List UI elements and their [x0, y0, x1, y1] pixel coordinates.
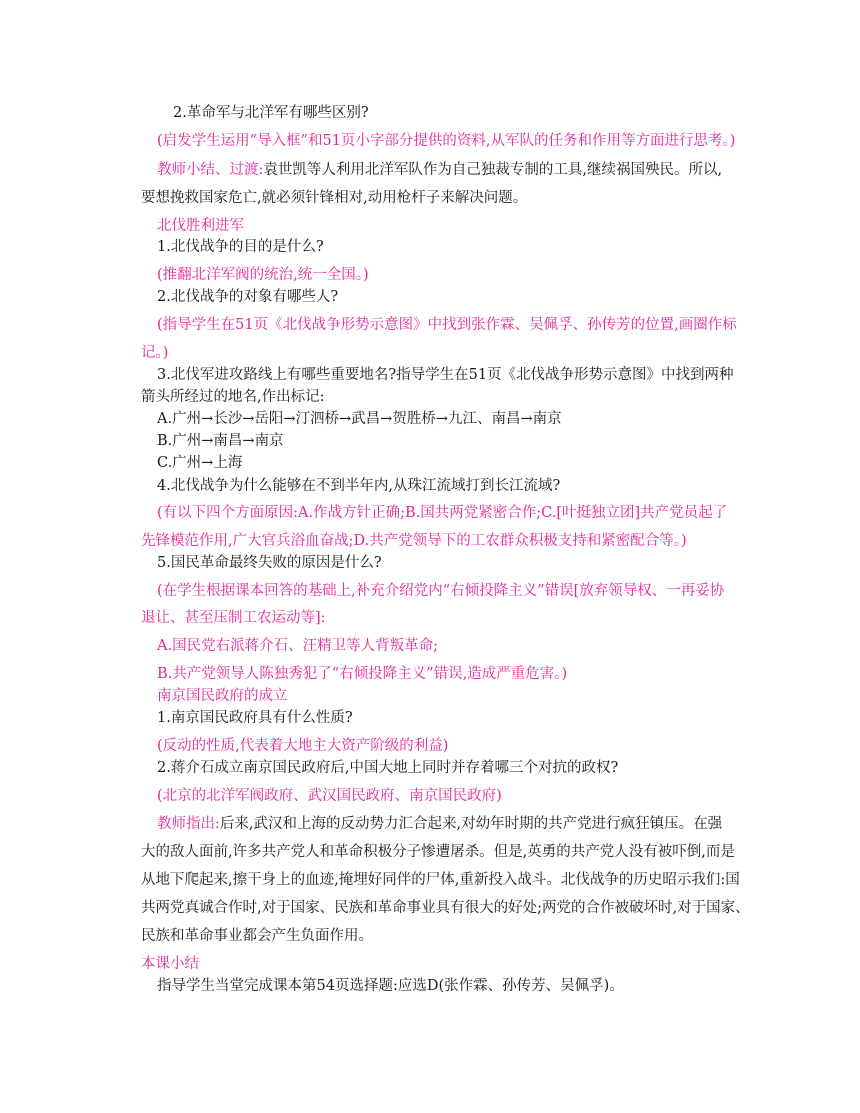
text-line: B.共产党领导人陈独秀犯了“右倾投降主义”错误,造成严重危害。)	[157, 666, 568, 682]
text-line: 5.国民革命最终失败的原因是什么?	[157, 555, 382, 571]
text-line: B.广州→南昌→南京	[157, 433, 284, 449]
text-line: 1.南京国民政府具有什么性质?	[157, 710, 353, 726]
text-line: 教师小结、过渡:袁世凯等人利用北洋军队作为自己独裁专制的工具,继续祸国殃民。所以,	[157, 162, 723, 178]
section-heading: 南京国民政府的成立	[157, 688, 288, 704]
section-heading: 北伐胜利进军	[157, 218, 244, 234]
section-heading: 本课小结	[141, 956, 199, 972]
text-line: (北京的北洋军阀政府、武汉国民政府、南京国民政府)	[157, 788, 502, 804]
text-line: 教师指出:后来,武汉和上海的反动势力汇合起来,对幼年时期的共产党进行疯狂镇压。在强	[157, 816, 723, 832]
text-line: (指导学生在51页《北伐战争形势示意图》中找到张作霖、吴佩孚、孙传芳的位置,画圈作标	[157, 317, 737, 333]
text-line: 共两党真诚合作时,对于国家、民族和革命事业具有很大的好处;两党的合作被破坏时,对于国家、	[141, 900, 750, 916]
text-line: 先锋模范作用,广大官兵浴血奋战;D.共产党领导下的工农群众积极支持和紧密配合等。)	[141, 533, 687, 549]
text-line: (启发学生运用“导入框”和51页小字部分提供的资料,从军队的任务和作用等方面进行思考。)	[157, 133, 736, 149]
text-line: 3.北伐军进攻路线上有哪些重要地名?指导学生在51页《北伐战争形势示意图》中找到两种	[157, 367, 734, 383]
text-line: (在学生根据课本回答的基础上,补充介绍党内“右倾投降主义”错误[放弃领导权、一再妥协	[157, 583, 725, 599]
text-line: 1.北伐战争的目的是什么?	[157, 239, 324, 255]
text-line: (推翻北洋军阀的统治,统一全国。)	[157, 267, 369, 283]
text-line: (反动的性质,代表着大地主大资产阶级的利益)	[157, 738, 449, 754]
text-line: 2.革命军与北洋军有哪些区别?	[173, 105, 369, 121]
text-line: A.广州→长沙→岳阳→汀泗桥→武昌→贺胜桥→九江、南昌→南京	[157, 411, 562, 427]
text-line: 从地下爬起来,擦干身上的血迹,掩埋好同伴的尸体,重新投入战斗。北伐战争的历史昭示我们:国	[141, 872, 740, 888]
text-line: 2.北伐战争的对象有哪些人?	[157, 289, 339, 305]
text-line: 大的敌人面前,许多共产党人和革命积极分子惨遭屠杀。但是,英勇的共产党人没有被吓倒,而是	[141, 844, 735, 860]
text-line: C.广州→上海	[157, 455, 243, 471]
text-line: 箭头所经过的地名,作出标记:	[141, 389, 325, 405]
text-line: A.国民党右派蒋介石、汪精卫等人背叛革命;	[157, 638, 438, 654]
text-line: 要想挽救国家危亡,就必须针锋相对,动用枪杆子来解决问题。	[141, 190, 528, 206]
text-line: 4.北伐战争为什么能够在不到半年内,从珠江流域打到长江流域?	[157, 478, 561, 494]
text-line: (有以下四个方面原因:A.作战方针正确;B.国共两党紧密合作;C.[叶挺独立团]共产党员起了	[157, 505, 728, 521]
text-line: 民族和革命事业都会产生负面作用。	[141, 928, 373, 944]
text-line: 指导学生当堂完成课本第54页选择题:应选D(张作霖、孙传芳、吴佩孚)。	[157, 978, 624, 994]
text-line: 2.蒋介石成立南京国民政府后,中国大地上同时并存着哪三个对抗的政权?	[157, 760, 619, 776]
text-line: 退让、甚至压制工农运动等]:	[141, 610, 326, 626]
text-line: 记。)	[141, 345, 169, 361]
